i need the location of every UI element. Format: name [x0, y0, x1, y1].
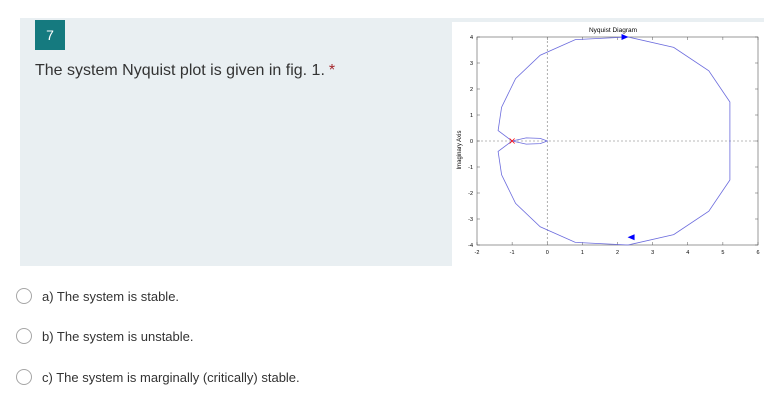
y-tick-label: -4 [468, 243, 473, 249]
option-c[interactable] [16, 365, 416, 389]
x-tick-label: 1 [580, 250, 584, 256]
question-text-label: The system Nyquist plot is given in fig. 1. [35, 62, 325, 79]
y-tick-label: -3 [468, 217, 473, 223]
y-tick-label: 1 [469, 113, 473, 119]
required-asterisk: * [328, 62, 336, 79]
nyquist-figure [452, 22, 764, 266]
x-tick-label: 3 [651, 250, 655, 256]
x-tick-label: 5 [721, 250, 725, 256]
plot-area [468, 34, 759, 256]
y-tick-label: -2 [468, 191, 473, 197]
y-tick-label: -1 [468, 165, 473, 171]
option-b[interactable] [16, 324, 416, 348]
option-c-label: c) The system is marginally (critically) stable. [42, 369, 300, 385]
radio-button-b[interactable] [16, 328, 32, 344]
y-tick-label: 2 [469, 87, 473, 93]
y-tick-label: 3 [469, 61, 473, 67]
option-a[interactable] [16, 284, 416, 308]
y-tick-label: 0 [469, 139, 473, 145]
radio-button-c[interactable] [16, 369, 32, 385]
x-tick-label: 4 [686, 250, 690, 256]
option-a-label: a) The system is stable. [42, 288, 180, 304]
chart-title: Nyquist Diagram [588, 27, 638, 34]
y-tick-label: 4 [469, 35, 473, 41]
question-card [20, 18, 764, 266]
nyquist-chart [452, 22, 764, 266]
question-text [35, 62, 335, 80]
x-tick-label: -1 [509, 250, 515, 256]
x-tick-label: -2 [474, 250, 480, 256]
x-tick-label: 6 [756, 250, 760, 256]
x-tick-label: 2 [615, 250, 620, 256]
option-b-label: b) The system is unstable. [42, 328, 194, 344]
x-tick-label: 0 [545, 250, 549, 256]
question-number-badge: 7 [35, 20, 65, 50]
radio-button-a[interactable] [16, 288, 32, 304]
y-axis-label: Imaginary Axis [457, 130, 463, 170]
